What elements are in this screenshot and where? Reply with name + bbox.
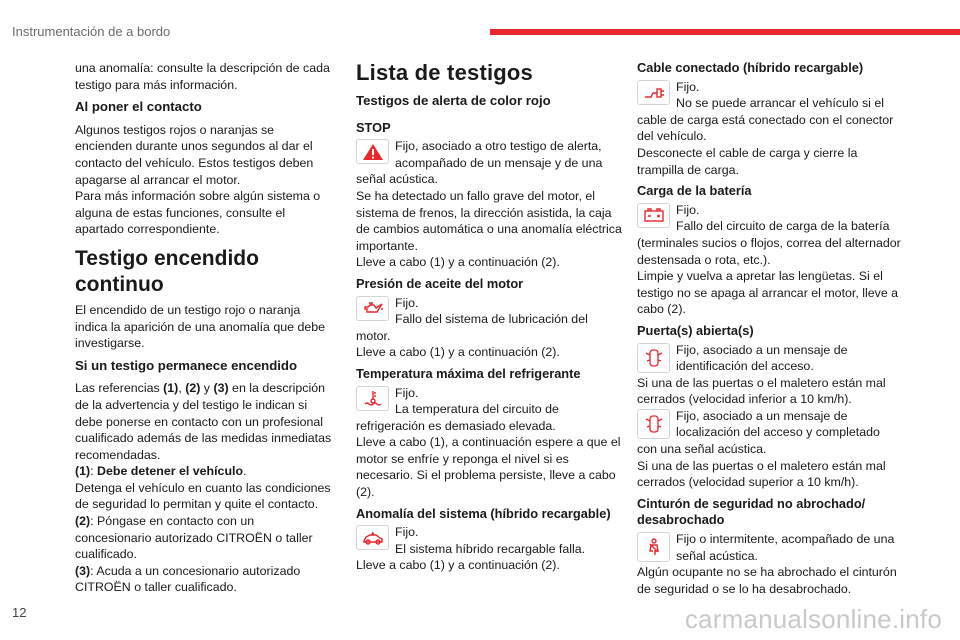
hybrid-title: Anomalía del sistema (híbrido recargable) [356, 505, 611, 521]
stop-title: STOP [356, 119, 391, 135]
header-accent-bar [490, 29, 960, 35]
step-2-text: (2): Póngase en contacto con un concesionario autorizado CITROËN o taller cualificado. [75, 514, 313, 562]
hybrid-text-1: Fijo. [395, 525, 419, 540]
battery-text-1: Fijo. [676, 202, 700, 217]
hybrid-car-icon [356, 525, 389, 550]
step-3-text: (3): Acuda a un concesionario autorizado CITROËN o taller cualificado. [75, 563, 301, 595]
column-right [637, 60, 902, 599]
open-door-car-icon [637, 409, 670, 439]
battery-text-3: Limpie y vuelva a apretar las lengüetas. Si el testigo no se apaga al arrancar el motor, lleve a cabo (2). [637, 269, 899, 317]
heading-ignition: Al poner el contacto [75, 99, 202, 115]
oil-text-3: Lleve a cabo (1) y a continuación (2). [356, 345, 560, 360]
cable-text-2: No se puede arrancar el vehículo si el cable de carga está conectado con el conector del vehículo. [637, 96, 894, 144]
belt-text-2: Algún ocupante no se ha abrochado el cinturón de seguridad o se lo ha desabrochado. [637, 565, 897, 596]
oil-can-icon [356, 296, 389, 321]
doors-title: Puerta(s) abierta(s) [637, 322, 754, 338]
entry-hybrid-system [356, 506, 624, 574]
doors-text-3: Fijo, asociado a un mensaje de localización del acceso y completado con una señal acústica. [637, 408, 880, 457]
heading-remains-lit: Si un testigo permanece encendido [75, 357, 298, 373]
references-paragraph: Las referencias (1), (2) y (3) en la descripción de la advertencia y del testigo le indican si debe ponerse en contacto con un profesional cualificado además de las medidas inmediatas recomendadas. [75, 381, 332, 462]
doors-text-4: Si una de las puertas o el maletero están mal cerrados (velocidad superior a 10 km/h). [637, 458, 886, 490]
coolant-text-2: La temperatura del circuito de refrigeración es demasiado elevada. [356, 402, 559, 433]
column-left [75, 60, 333, 596]
coolant-text-3: Lleve a cabo (1), a continuación espere a que el motor se enfríe y reponga el nivel si es necesario. Si el problema persiste, lleve a cabo (2). [356, 435, 621, 500]
cable-text-3: Desconecte el cable de carga y cierre la trampilla de carga. [637, 145, 858, 177]
oil-text-1: Fijo. [395, 295, 419, 310]
cable-title: Cable conectado (híbrido recargable) [637, 60, 864, 75]
running-header: Instrumentación de a bordo [12, 24, 171, 39]
seatbelt-icon [637, 532, 670, 562]
ignition-paragraph-1: Algunos testigos rojos o naranjas se encienden durante unos segundos al dar el contacto del vehículo. Estos testigos deben apagarse al arrancar el motor. [75, 122, 314, 187]
battery-icon [637, 203, 670, 228]
entry-doors-open [637, 323, 902, 491]
doors-text-2: Si una de las puertas o el maletero están mal cerrados (velocidad inferior a 10 km/h). [637, 375, 886, 407]
heading-continuous: Testigo encendido continuo [75, 246, 259, 296]
heading-warning-list: Lista de testigos [356, 60, 533, 85]
entry-battery-charge [637, 183, 902, 318]
battery-text-2: Fallo del circuito de carga de la batería (terminales sucios o flojos, correa del alternador destensada o rota, etc.). [637, 219, 901, 267]
heading-red-warnings: Testigos de alerta de color rojo [356, 93, 551, 108]
step-1-heading: (1): Debe detener el vehículo. [75, 464, 247, 479]
oil-text-2: Fallo del sistema de lubricación del motor. [356, 312, 588, 343]
belt-title: Cinturón de seguridad no abrochado/ desabrochado [637, 495, 866, 528]
stop-text-2: Se ha detectado un fallo grave del motor, el sistema de frenos, la dirección asistida, la caja de cambios automática o una anomalía eléctrica importante. [356, 188, 622, 253]
warning-triangle-icon [356, 139, 389, 164]
open-door-car-icon [637, 343, 670, 373]
page-number: 12 [12, 605, 27, 620]
watermark: carmanualsonline.info [684, 604, 942, 634]
coolant-text-1: Fijo. [395, 385, 419, 400]
stop-text-1: Fijo, asociado a otro testigo de alerta, acompañado de un mensaje y de una señal acústica. [356, 139, 603, 187]
coolant-temperature-icon [356, 386, 389, 411]
hybrid-text-3: Lleve a cabo (1) y a continuación (2). [356, 558, 560, 573]
entry-oil-pressure [356, 276, 624, 361]
oil-title: Presión de aceite del motor [356, 275, 524, 291]
ignition-paragraph-2: Para más información sobre algún sistema o alguna de estas funciones, consulte el apartado correspondiente. [75, 189, 321, 237]
coolant-title: Temperatura máxima del refrigerante [356, 365, 581, 381]
hybrid-text-2: El sistema híbrido recargable falla. [395, 541, 586, 556]
continuous-paragraph: El encendido de un testigo rojo o naranja indica la aparición de una anomalía que debe investigarse. [75, 302, 326, 351]
entry-seatbelt [637, 496, 902, 598]
doors-text-1: Fijo, asociado a un mensaje de identificación del acceso. [676, 342, 848, 374]
entry-coolant [356, 366, 624, 501]
entry-stop [356, 120, 624, 271]
stop-text-3: Lleve a cabo (1) y a continuación (2). [356, 255, 560, 270]
intro-paragraph: una anomalía: consulte la descripción de cada testigo para más información. [75, 61, 330, 92]
belt-text-1: Fijo o intermitente, acompañado de una señal acústica. [676, 532, 895, 563]
battery-title: Carga de la batería [637, 183, 752, 199]
entry-cable-connected [637, 60, 902, 178]
step-1-text: Detenga el vehículo en cuanto las condiciones de seguridad lo permitan y quite el contacto. [75, 480, 331, 512]
cable-text-1: Fijo. [676, 79, 700, 94]
charging-plug-icon [637, 80, 670, 105]
column-middle [356, 60, 624, 576]
